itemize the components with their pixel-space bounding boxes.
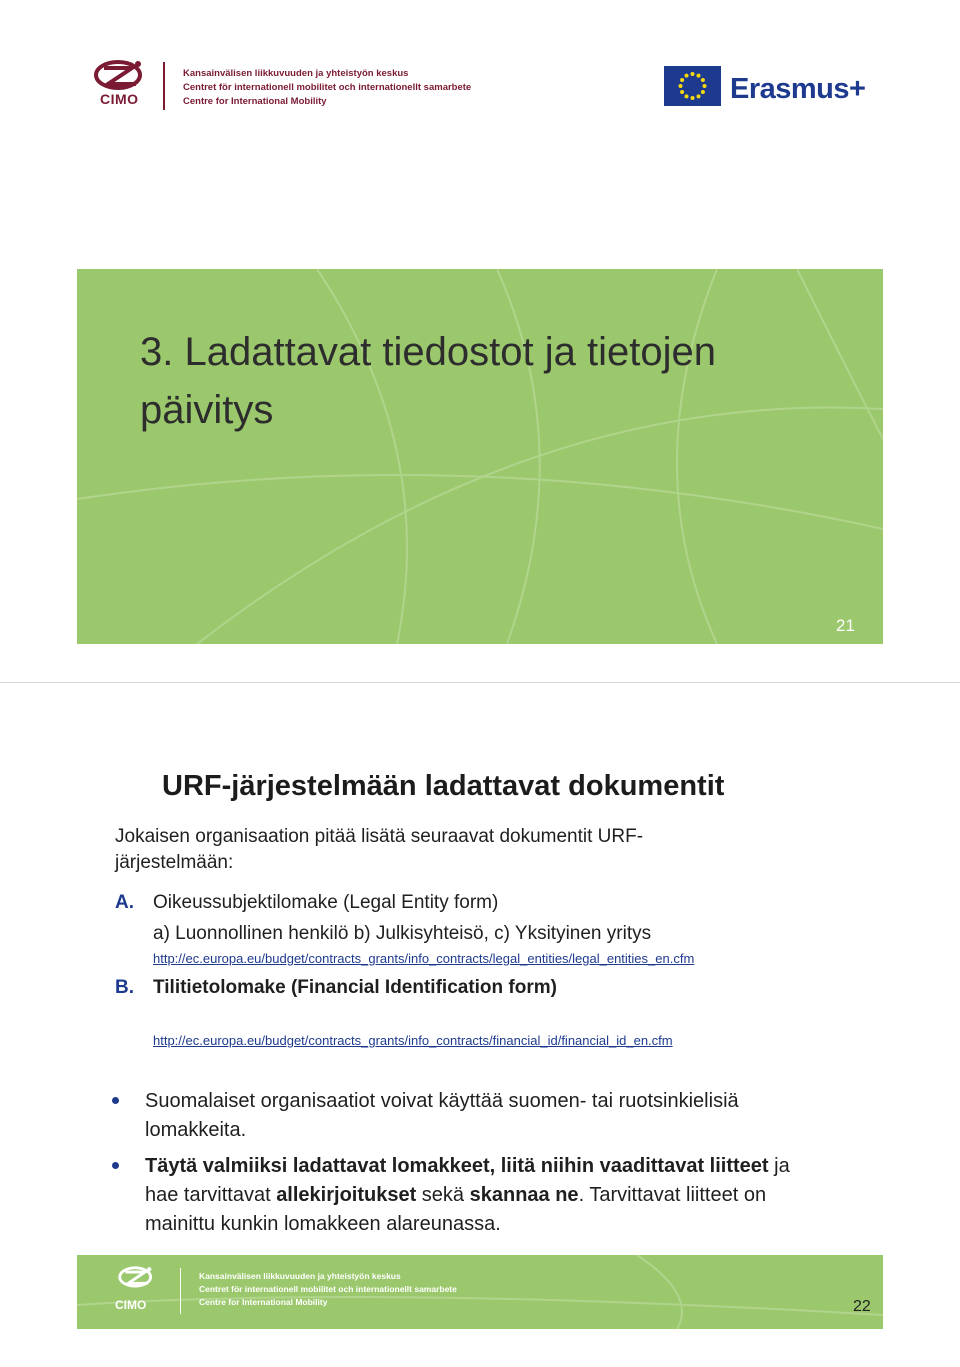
bullet-icon bbox=[112, 1097, 119, 1104]
bullet-2-text-1: ja bbox=[768, 1155, 790, 1177]
footer-org-name-block bbox=[199, 1270, 457, 1309]
bullet-1-line-2: lomakkeita. bbox=[145, 1119, 247, 1141]
org-name-fi: Kansainvälisen liikkuvuuden ja yhteistyön keskus bbox=[183, 68, 409, 79]
bullet-2-bold-3: skannaa ne bbox=[469, 1184, 579, 1206]
bullet-2-text-3: sekä bbox=[416, 1184, 470, 1206]
bullet-2-bold-2: allekirjoitukset bbox=[276, 1184, 417, 1206]
footer-org-name-en: Centre for International Mobility bbox=[199, 1297, 328, 1307]
item-b-title: Tilitietolomake (Financial Identification form) bbox=[153, 977, 557, 998]
intro-line-1: Jokaisen organisaation pitää lisätä seuraavat dokumentit URF- bbox=[115, 826, 644, 847]
footer-globe-decoration bbox=[77, 1255, 883, 1329]
org-name-sv: Centret för internationell mobilitet och internationellt samarbete bbox=[183, 82, 472, 93]
footer-org-name-fi: Kansainvälisen liikkuvuuden ja yhteistyön keskus bbox=[199, 1271, 401, 1281]
footer-bar bbox=[77, 1255, 883, 1329]
page-number: 22 bbox=[853, 1298, 871, 1315]
bullet-item-1 bbox=[145, 1087, 865, 1145]
item-b-heading bbox=[115, 975, 557, 1001]
slide-heading: URF-järjestelmään ladattavat dokumentit bbox=[162, 770, 725, 802]
bullet-2-text-2: hae tarvittavat bbox=[145, 1184, 277, 1206]
erasmus-plus-logo: Erasmus+ bbox=[730, 73, 866, 105]
bullet-2-text-4: . Tarvittavat liitteet on bbox=[578, 1184, 767, 1206]
page-number: 21 bbox=[836, 616, 855, 635]
bullet-2-bold-1: Täytä valmiiksi ladattavat lomakkeet, liitä niihin vaadittavat liitteet bbox=[145, 1155, 769, 1177]
footer-divider bbox=[180, 1268, 181, 1314]
bullet-1-line-1: Suomalaiset organisaatiot voivat käyttää suomen- tai ruotsinkielisiä bbox=[145, 1090, 739, 1112]
bullet-2-line-3: mainittu kunkin lomakkeen alareunassa. bbox=[145, 1213, 501, 1235]
cimo-logo-text: CIMO bbox=[100, 91, 139, 107]
bullet-icon bbox=[112, 1162, 119, 1169]
legal-entity-link[interactable]: http://ec.europa.eu/budget/contracts_grants/info_contracts/legal_entities/legal_entities_en.cfm bbox=[153, 951, 695, 966]
bullet-2-line-1 bbox=[145, 1152, 865, 1181]
item-a-letter: A. bbox=[115, 892, 134, 913]
intro-line-2: järjestelmään: bbox=[115, 852, 234, 873]
financial-id-link[interactable]: http://ec.europa.eu/budget/contracts_grants/info_contracts/financial_id/financial_id_en.cfm bbox=[153, 1033, 673, 1048]
logo-divider bbox=[163, 62, 165, 110]
intro-paragraph bbox=[115, 824, 755, 876]
footer-org-name-sv: Centret för internationell mobilitet och internationellt samarbete bbox=[199, 1284, 457, 1294]
item-b-letter: B. bbox=[115, 977, 134, 998]
slide-title-line-2: päivitys bbox=[140, 388, 274, 432]
item-a-title: Oikeussubjektilomake (Legal Entity form) bbox=[153, 892, 499, 913]
slide-title bbox=[140, 323, 840, 439]
item-a-heading bbox=[115, 890, 498, 916]
item-a-subtitle: a) Luonnollinen henkilö b) Julkisyhteisö, c) Yksityinen yritys bbox=[153, 923, 652, 944]
footer-cimo-text: CIMO bbox=[115, 1298, 147, 1312]
org-name-block bbox=[183, 67, 471, 109]
slide-title-line-1: 3. Ladattavat tiedostot ja tietojen bbox=[140, 330, 716, 374]
eu-flag-icon bbox=[664, 66, 721, 106]
bullet-2-line-2 bbox=[145, 1181, 865, 1210]
slide-separator bbox=[0, 682, 960, 683]
org-name-en: Centre for International Mobility bbox=[183, 96, 327, 107]
bullet-item-2 bbox=[145, 1152, 865, 1239]
